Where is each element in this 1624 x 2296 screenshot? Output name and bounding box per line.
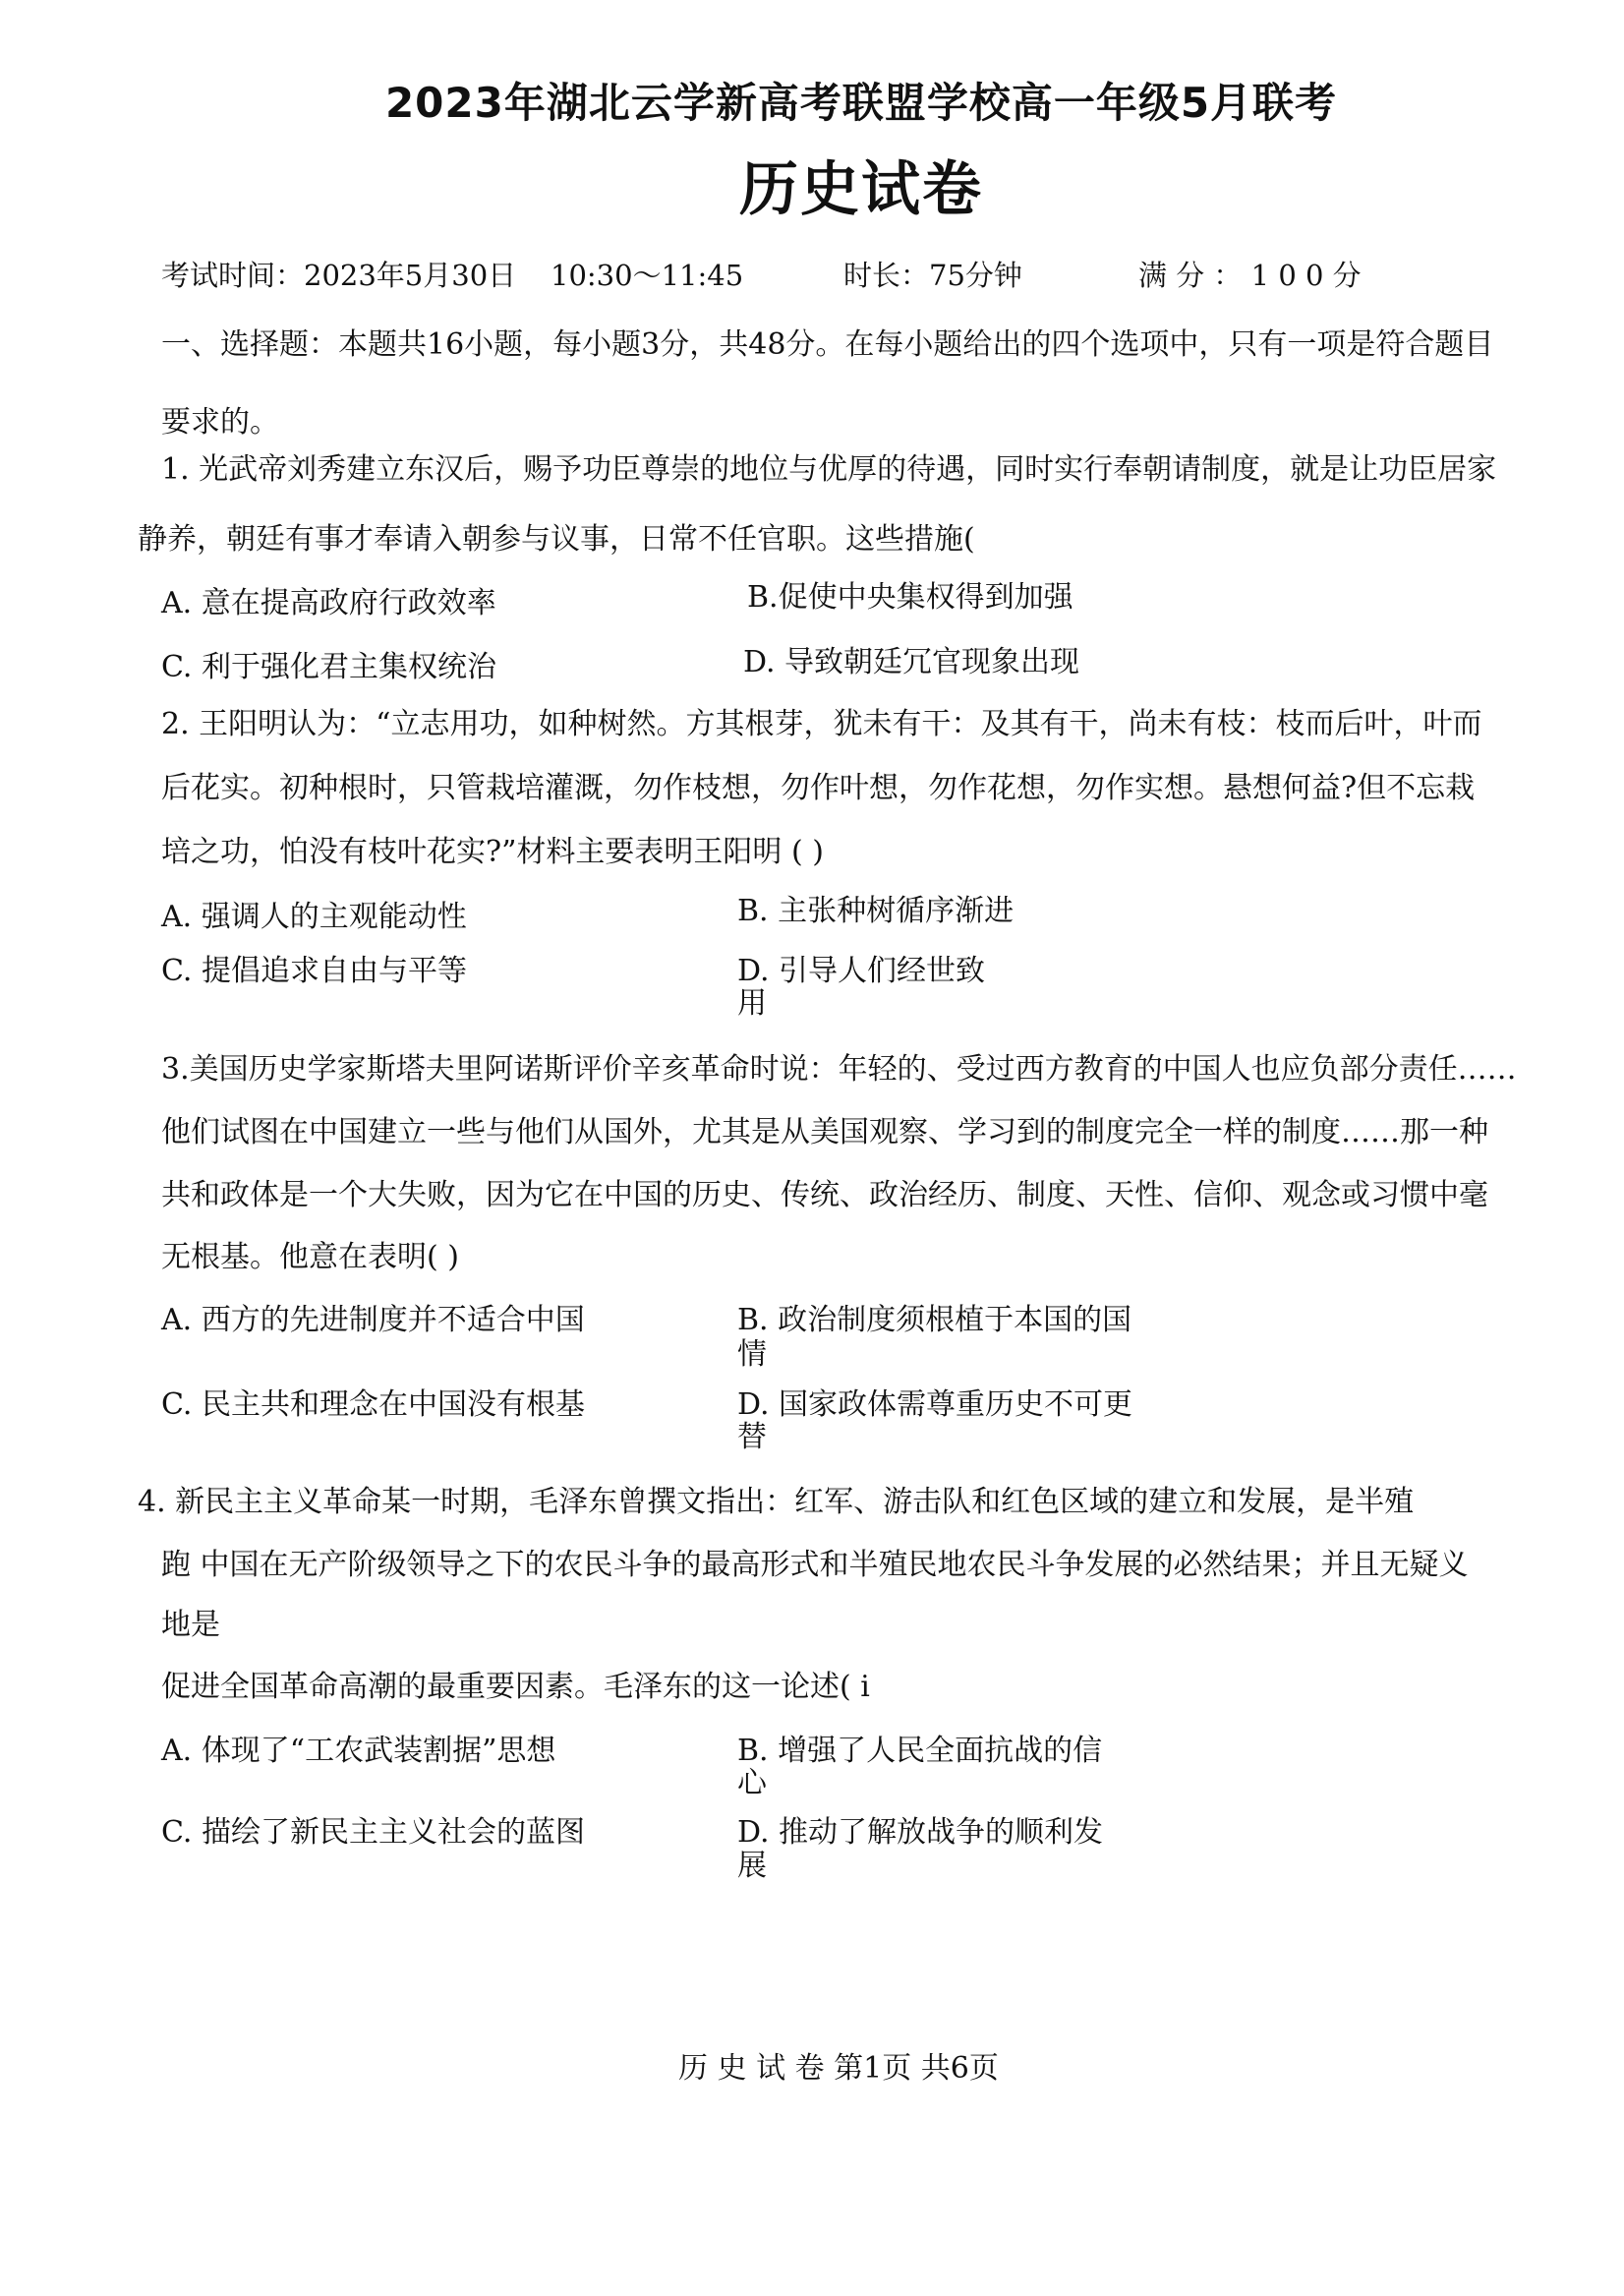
exam-duration: 时长：75分钟 — [843, 259, 1022, 292]
question-3-line-2: 他们试图在中国建立一些与他们从国外，尤其是从美国观察、学习到的制度完全一样的制度……那一种 — [161, 1115, 1488, 1149]
question-4-option-d: D. 推动了解放战争的顺利发 — [737, 1815, 1104, 1850]
exam-subject-title: 历史试卷 — [739, 155, 983, 224]
question-3-option-d-wrap: 替 — [737, 1420, 767, 1454]
question-4-option-b: B. 增强了人民全面抗战的信 — [737, 1734, 1103, 1768]
exam-title: 2023年湖北云学新高考联盟学校高一年级5月联考 — [384, 79, 1338, 127]
question-4-option-b-wrap: 心 — [737, 1766, 767, 1800]
question-2-option-b: B. 主张种树循序渐进 — [737, 894, 1015, 928]
question-2-option-d-wrap: 用 — [737, 986, 767, 1021]
question-4-option-d-wrap: 展 — [737, 1849, 767, 1883]
question-2-option-a: A. 强调人的主观能动性 — [161, 900, 467, 934]
question-3-line-4: 无根基。他意在表明( ) — [161, 1240, 459, 1274]
question-2-line-3: 培之功，怕没有枝叶花实?”材料主要表明王阳明 ( ) — [161, 835, 824, 869]
exam-time: 考试时间：2023年5月30日 — [161, 259, 517, 292]
question-3-line-3: 共和政体是一个大失败，因为它在中国的历史、传统、政治经历、制度、天性、信仰、观念或习惯中毫 — [161, 1178, 1488, 1212]
exam-full-score: 满 分 ： 1 0 0 分 — [1138, 259, 1362, 292]
question-2-line-2: 后花实。初种根时，只管栽培灌溉，勿作枝想，勿作叶想，勿作花想，勿作实想。悬想何益?但不忘栽 — [161, 771, 1476, 805]
question-2-option-c: C. 提倡追求自由与平等 — [161, 954, 467, 988]
question-3-option-a: A. 西方的先进制度并不适合中国 — [161, 1303, 585, 1337]
question-3-option-b: B. 政治制度须根植于本国的国 — [737, 1303, 1132, 1337]
question-1-line-2: 静养，朝廷有事才奉请入朝参与议事，日常不任官职。这些措施( — [138, 522, 975, 557]
question-4-line-2: 跑 中国在无产阶级领导之下的农民斗争的最高形式和半殖民地农民斗争发展的必然结果；并且无疑义 — [161, 1548, 1469, 1582]
question-1-option-b: B.促使中央集权得到加强 — [747, 580, 1073, 615]
section-instructions-line-1: 一、选择题：本题共16小题，每小题3分，共48分。在每小题给出的四个选项中，只有一项是符合题目 — [161, 327, 1494, 362]
question-4-line-3: 地是 — [161, 1608, 220, 1642]
question-1-option-d: D. 导致朝廷冗官现象出现 — [743, 645, 1080, 679]
question-2-line-1: 2. 王阳明认为：“立志用功，如种树然。方其根芽，犹未有干：及其有干，尚未有枝：枝而后叶，叶而 — [161, 707, 1482, 741]
question-4-option-a: A. 体现了“工农武装割据”思想 — [161, 1734, 556, 1768]
question-3-option-c: C. 民主共和理念在中国没有根基 — [161, 1387, 585, 1422]
question-1-option-c: C. 利于强化君主集权统治 — [161, 650, 496, 684]
question-2-option-d: D. 引导人们经世致 — [737, 954, 986, 988]
section-instructions-line-2: 要求的。 — [161, 405, 279, 440]
question-4-option-c: C. 描绘了新民主主义社会的蓝图 — [161, 1815, 585, 1850]
question-3-line-1: 3.美国历史学家斯塔夫里阿诺斯评价辛亥革命时说：年轻的、受过西方教育的中国人也应负部分责任…… — [161, 1052, 1517, 1087]
question-1-option-a: A. 意在提高政府行政效率 — [161, 586, 496, 620]
question-1-line-1: 1. 光武帝刘秀建立东汉后，赐予功臣尊崇的地位与优厚的待遇，同时实行奉朝请制度，就是让功臣居家 — [161, 452, 1497, 487]
question-4-line-4: 促进全国革命高潮的最重要因素。毛泽东的这一论述( i — [161, 1670, 870, 1704]
question-4-line-1: 4. 新民主主义革命某一时期，毛泽东曾撰文指出：红军、游击队和红色区域的建立和发展，是半殖 — [138, 1485, 1415, 1519]
question-3-option-d: D. 国家政体需尊重历史不可更 — [737, 1387, 1133, 1422]
question-3-option-b-wrap: 情 — [737, 1337, 767, 1372]
page-footer: 历 史 试 卷 第1页 共6页 — [678, 2051, 999, 2086]
exam-time-range: 10:30～11:45 — [551, 259, 744, 292]
